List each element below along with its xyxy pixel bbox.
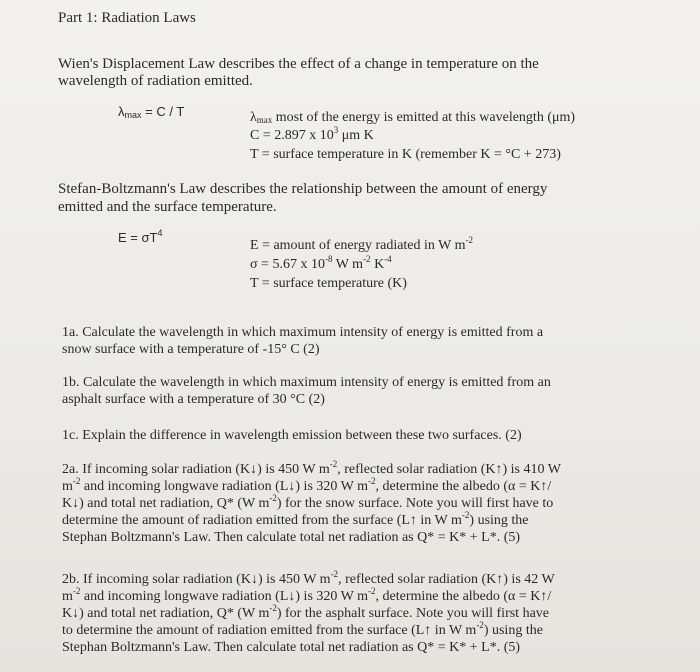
stefan-def-sigma: σ = 5.67 x $10^{-8}$ W $m^{-2}$ $K^{-4}$	[250, 254, 392, 272]
q1a-line1: 1a. Calculate the wavelength in which maximum intensity of energy is emitted from a	[62, 325, 544, 340]
q2a-line1: 2a. If incoming solar radiation (K↓) is 450 W $m^{-2}$, reflected solar radiation (K↑) is 410 W	[62, 459, 561, 477]
wien-def-c: C = 2.897 x $10^3$ μm K	[250, 125, 374, 143]
q2b-line2: $m^{-2}$ and incoming longwave radiation (L↓) is 320 W $m^{-2}$, determine the albedo (α = K↑/	[62, 586, 552, 604]
stefan-def-e: E = amount of energy radiated in W $m^{-2}$	[250, 235, 474, 253]
wien-def-t: T = surface temperature in K (remember K = °C + 273)	[250, 147, 561, 162]
q2a-line5: Stephan Boltzmann's Law. Then calculate total net radiation as Q* = K* + L*. (5)	[62, 530, 521, 545]
stefan-intro-line1: Stefan-Boltzmann's Law describes the relationship between the amount of energy	[58, 181, 548, 197]
q2a-line3: K↓) and total net radiation, Q* (W $m^{-2}$) for the snow surface. Note you will first have to	[62, 493, 554, 511]
wien-intro-line1: Wien's Displacement Law describes the effect of a change in temperature on the	[58, 56, 539, 72]
q2b-line1: 2b. If incoming solar radiation (K↓) is 450 W $m^{-2}$, reflected solar radiation (K↑) is 42 W	[62, 569, 555, 587]
q2b-line4: to determine the amount of radiation emitted from the surface (L↑ in W $m^{-2}$) using the	[62, 620, 543, 638]
wien-intro-line2: wavelength of radiation emitted.	[58, 73, 253, 89]
stefan-formula: $E = \sigma T^4$	[118, 228, 163, 245]
q1b-line1: 1b. Calculate the wavelength in which maximum intensity of energy is emitted from an	[62, 375, 551, 390]
q1a-line2: snow surface with a temperature of -15° C (2)	[62, 342, 320, 357]
q2b-line3: K↓) and total net radiation, Q* (W $m^{-2}$) for the asphalt surface. Note you will first have	[62, 603, 549, 621]
wien-def-lambda: λmax most of the energy is emitted at this wavelength (μm)	[250, 110, 576, 125]
wien-formula: λmax = C / T	[118, 104, 185, 120]
part-title: Part 1: Radiation Laws	[58, 10, 196, 26]
q1c-line1: 1c. Explain the difference in wavelength emission between these two surfaces. (2)	[62, 428, 522, 443]
stefan-def-t: T = surface temperature (K)	[250, 276, 407, 291]
q2a-line4: determine the amount of radiation emitted from the surface (L↑ in W $m^{-2}$) using the	[62, 510, 529, 528]
stefan-intro-line2: emitted and the surface temperature.	[58, 199, 277, 215]
q1b-line2: asphalt surface with a temperature of 30 °C (2)	[62, 392, 325, 407]
q2b-line5: Stephan Boltzmann's Law. Then calculate total net radiation as Q* = K* + L*. (5)	[62, 640, 521, 655]
q2a-line2: $m^{-2}$ and incoming longwave radiation (L↓) is 320 W $m^{-2}$, determine the albedo (α = K↑/	[62, 476, 552, 494]
